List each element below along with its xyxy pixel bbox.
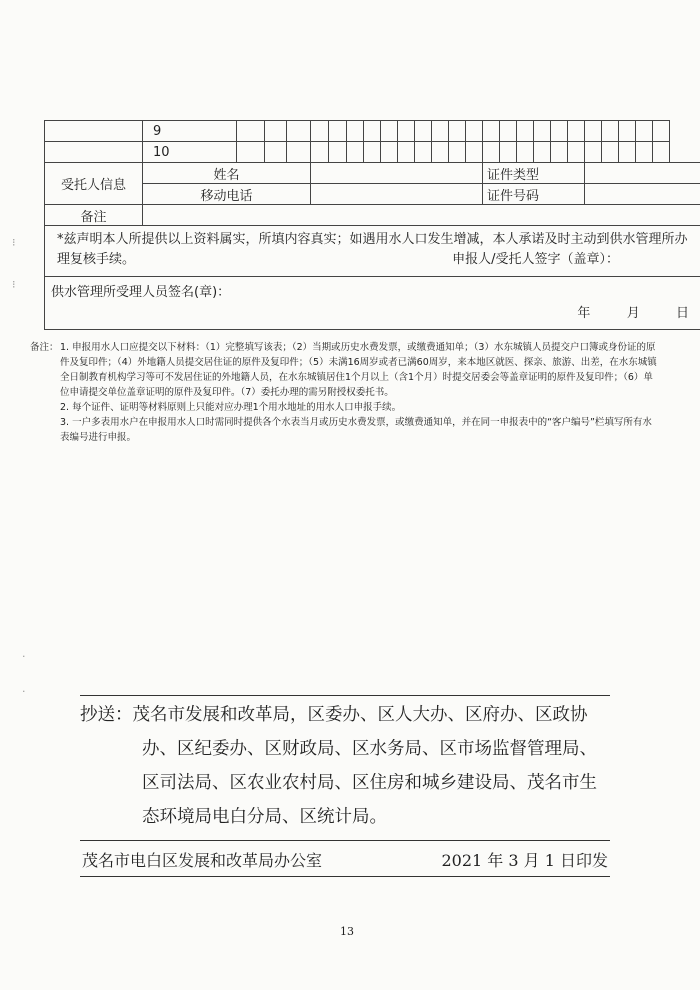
issuing-office: 茂名市电白区发展和改革局办公室	[82, 851, 323, 870]
entrusted-info-label: 受托人信息	[45, 163, 143, 205]
note-item-3: 3. 一户多表用水户在申报用水人口时需同时提供各个水表当月或历史水费发票，或缴费通知单，并在同一申报表中的“客户编号”栏填写所有水表编号进行申报。	[60, 417, 652, 443]
table-row	[45, 121, 700, 142]
distribution-list	[80, 698, 610, 834]
notes-section	[30, 340, 660, 445]
distribution-line-2: 办、区纪委办、区财政局、区水务局、区市场监督管理局、	[142, 739, 597, 759]
scan-mark: ·	[22, 685, 26, 698]
declaration-cell	[45, 226, 700, 277]
id-type-label: 证件类型	[483, 163, 585, 184]
staff-signature-label: 供水管理所受理人员签名(章)：	[51, 285, 231, 300]
id-number-field[interactable]	[585, 184, 700, 205]
note-item-1: 1. 申报用水人口应提交以下材料：（1）完整填写该表；（2）当期或历史水费发票，或缴费通知单；（3）水东城镇人员提交户口簿或身份证的原件及复印件；（4）外地籍人员提交居住证的原件及复印件；（5）未满16周岁或者已满60周岁，来本地区就医、探亲、旅游、出差，在水东城镇全日制教育机构学习等可不发居住证的外地籍人员，在水东城镇居住1个月以上（含1个月）时提交居委会等盖章证明的原件及复印件；（6）单位申请提交单位盖章证明的原件及复印件。（7）委托办理的需另附授权委托书。	[60, 342, 657, 398]
table-row	[45, 163, 700, 184]
table-row	[45, 277, 700, 330]
id-number-label: 证件号码	[483, 184, 585, 205]
remark-label: 备注	[45, 205, 143, 226]
name-label: 姓名	[143, 163, 311, 184]
table-row	[45, 184, 700, 205]
distribution-line-1: 抄送：茂名市发展和改革局，区委办、区人大办、区府办、区政协	[80, 705, 588, 725]
staff-signature-cell	[45, 277, 700, 330]
scan-mark: ⁝	[12, 236, 16, 249]
scan-mark: ·	[22, 650, 26, 663]
issue-date: 2021 年 3 月 1 日印发	[441, 851, 608, 870]
table-row	[45, 226, 700, 277]
divider-middle	[80, 840, 610, 841]
distribution-line-4: 态环境局电白分局、区统计局。	[142, 807, 387, 827]
table-row	[45, 205, 700, 226]
declarant-signature-label: 申报人/受托人签字（盖章）：	[452, 252, 620, 267]
row-number: 9	[143, 121, 237, 142]
divider-top	[80, 695, 610, 696]
notes-label: 备注：	[30, 342, 59, 353]
table-row	[45, 142, 700, 163]
declaration-text: *兹声明本人所提供以上资料属实，所填内容真实；如遇用水人口发生增减，本人承诺及时主动到供水管理所办理复核手续。	[57, 232, 688, 267]
row-number: 10	[143, 142, 237, 163]
mobile-label: 移动电话	[143, 184, 311, 205]
id-type-field[interactable]	[585, 163, 700, 184]
date-fields	[577, 302, 689, 321]
mobile-field[interactable]	[311, 184, 483, 205]
year-label: 年	[577, 306, 591, 321]
distribution-line-3: 区司法局、区农业农村局、区住房和城乡建设局、茂名市生	[142, 773, 597, 793]
divider-bottom	[80, 876, 610, 877]
scan-mark: ⁝	[12, 278, 16, 291]
application-form-table	[44, 120, 700, 330]
day-label: 日	[676, 306, 690, 321]
note-item-2: 2. 每个证件、证明等材料原则上只能对应办理1个用水地址的用水人口申报手续。	[60, 402, 402, 413]
page-number: 13	[340, 925, 354, 938]
month-label: 月	[626, 306, 640, 321]
remark-field[interactable]	[143, 205, 700, 226]
name-field[interactable]	[311, 163, 483, 184]
